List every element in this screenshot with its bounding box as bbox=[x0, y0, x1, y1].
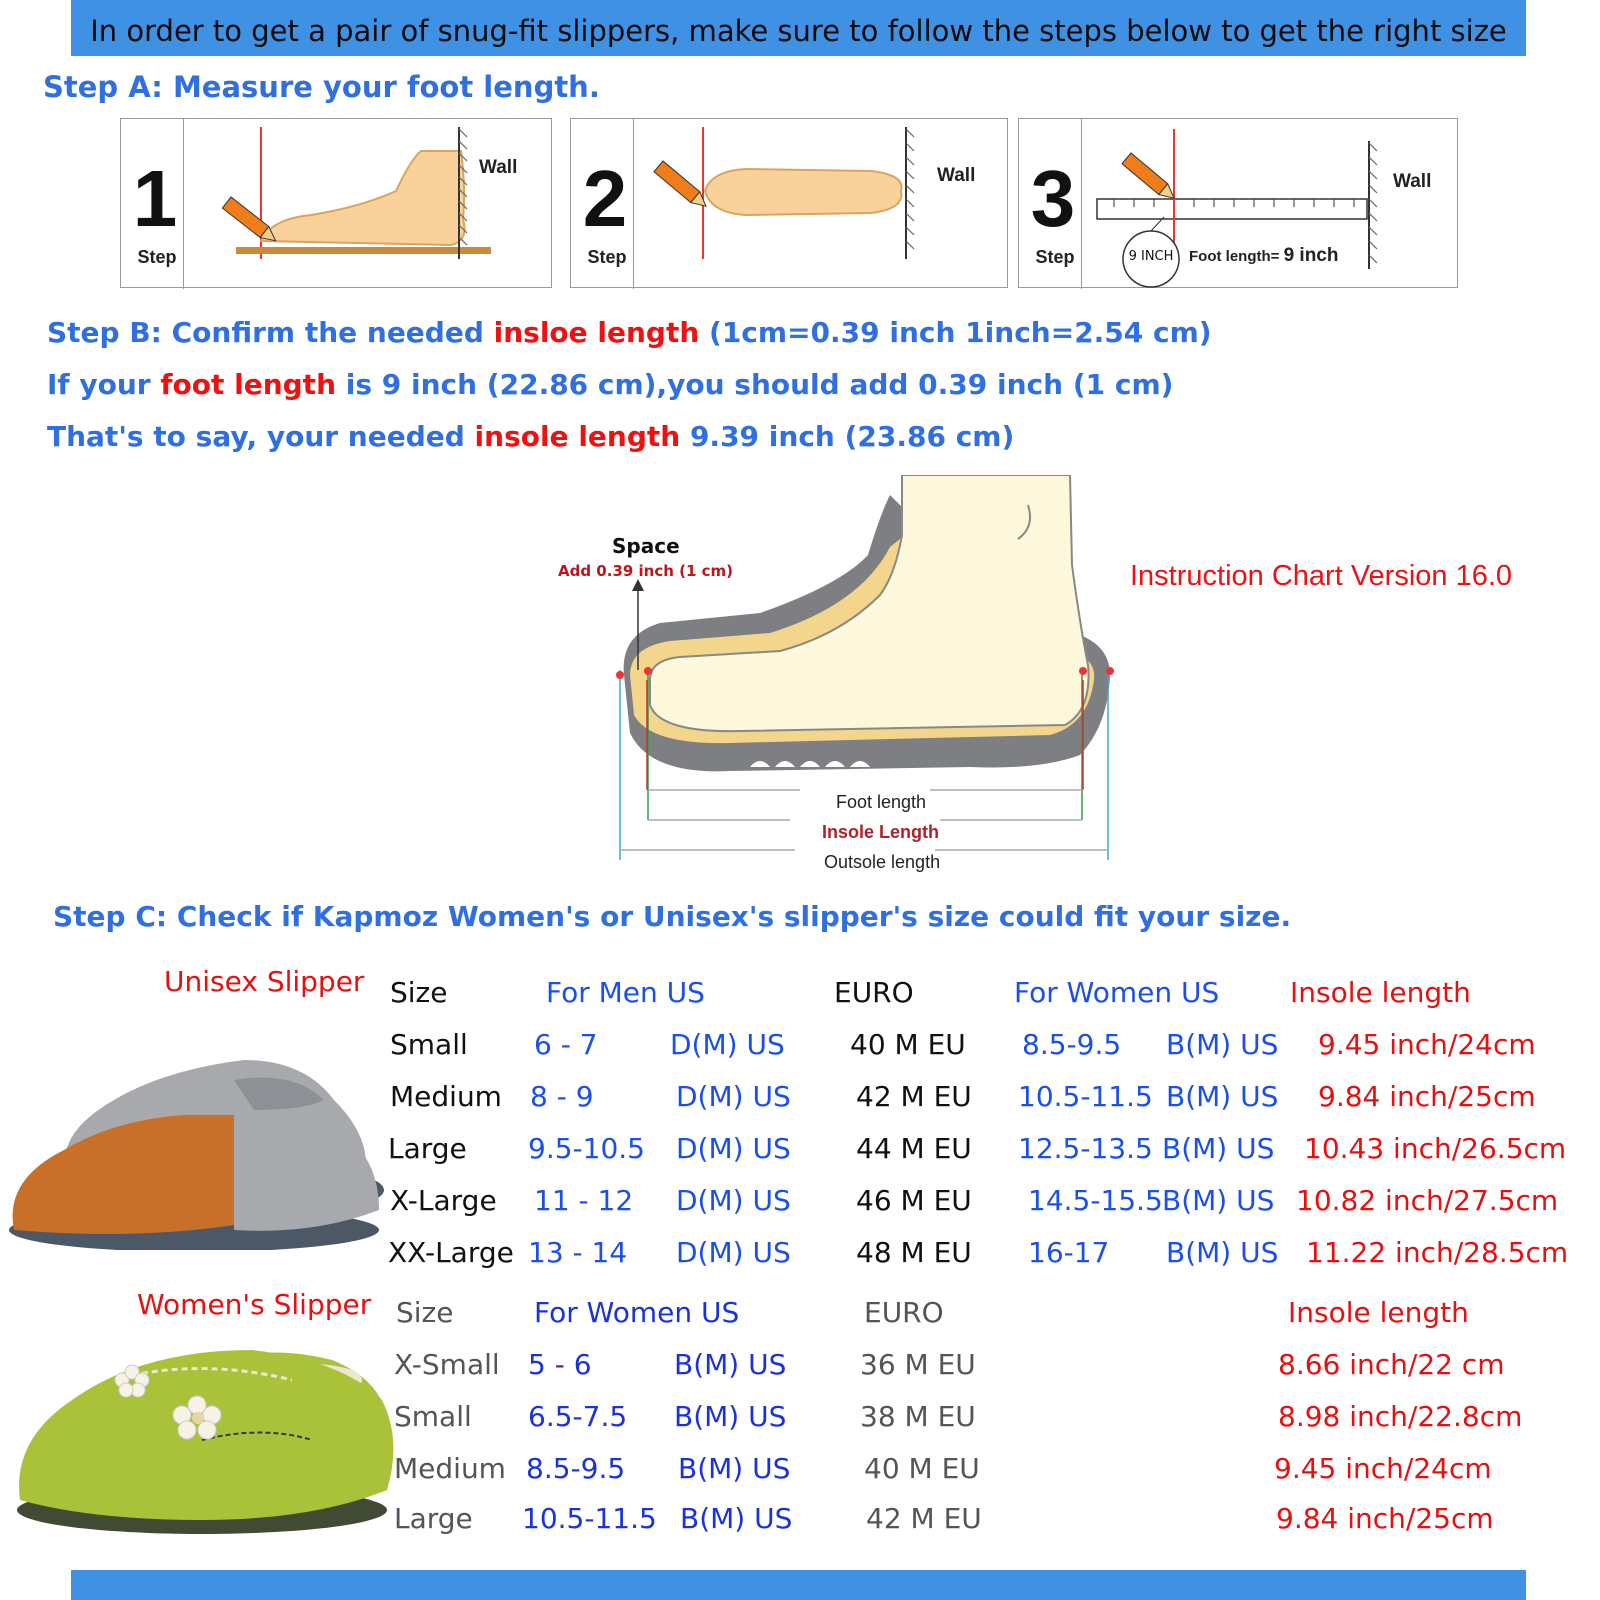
row-men-us: 8 - 9 bbox=[530, 1080, 594, 1113]
step-b-line-2: If your foot length is 9 inch (22.86 cm),you should add 0.39 inch (1 cm) bbox=[47, 368, 1174, 401]
row-men-us: 9.5-10.5 bbox=[528, 1132, 645, 1165]
womens-row-insole: 9.84 inch/25cm bbox=[1276, 1502, 1494, 1535]
foot-top-illustration bbox=[571, 119, 1009, 289]
row-euro: 46 M EU bbox=[856, 1184, 972, 1217]
step-b-line-3: That's to say, your needed insole length 9.39 inch (23.86 cm) bbox=[47, 420, 1015, 453]
step-panel-2 bbox=[570, 118, 1008, 288]
foot-length-label: Foot length= 9 inch bbox=[1189, 245, 1339, 266]
row-women-us: 14.5-15.5 bbox=[1028, 1184, 1163, 1217]
womens-row-euro: 40 M EU bbox=[864, 1452, 980, 1485]
row-women-us: 10.5-11.5 bbox=[1018, 1080, 1153, 1113]
header-euro: EURO bbox=[834, 976, 914, 1009]
row-women-width: B(M) US bbox=[1162, 1132, 1275, 1165]
row-size: Large bbox=[388, 1132, 467, 1165]
womens-row-width: B(M) US bbox=[678, 1452, 791, 1485]
top-banner bbox=[71, 0, 1526, 56]
space-note: Add 0.39 inch (1 cm) bbox=[558, 562, 734, 580]
row-euro: 48 M EU bbox=[856, 1236, 972, 1269]
row-euro: 42 M EU bbox=[856, 1080, 972, 1113]
wall-label: Wall bbox=[479, 157, 518, 178]
womens-row-insole: 8.66 inch/22 cm bbox=[1278, 1348, 1505, 1381]
row-insole: 10.82 inch/27.5cm bbox=[1296, 1184, 1559, 1217]
header-size: Size bbox=[390, 976, 448, 1009]
unisex-slipper-image bbox=[4, 1040, 394, 1250]
row-women-width: B(M) US bbox=[1162, 1184, 1275, 1217]
womens-row-women-us: 5 - 6 bbox=[528, 1348, 592, 1381]
header-women-us: For Women US bbox=[1014, 976, 1220, 1009]
row-women-width: B(M) US bbox=[1166, 1080, 1279, 1113]
header-men-us: For Men US bbox=[546, 976, 705, 1009]
step-b-line-1: Step B: Confirm the needed insloe length (1cm=0.39 inch 1inch=2.54 cm) bbox=[47, 316, 1212, 349]
step-number: 3 bbox=[1030, 154, 1076, 243]
womens-row-euro: 36 M EU bbox=[860, 1348, 976, 1381]
row-men-width: D(M) US bbox=[670, 1028, 785, 1061]
step-panel-3 bbox=[1018, 118, 1458, 288]
womens-row-women-us: 6.5-7.5 bbox=[528, 1400, 628, 1433]
row-insole: 10.43 inch/26.5cm bbox=[1304, 1132, 1567, 1165]
step-number: 1 bbox=[132, 154, 178, 243]
step-word: Step bbox=[587, 247, 627, 267]
step-panel-1 bbox=[120, 118, 552, 288]
row-women-width: B(M) US bbox=[1166, 1028, 1279, 1061]
row-euro: 40 M EU bbox=[850, 1028, 966, 1061]
banner-text: In order to get a pair of snug-fit slippers, make sure to follow the steps below to get the right size bbox=[90, 14, 1507, 48]
womens-row-size: X-Small bbox=[394, 1348, 500, 1381]
womens-header-size: Size bbox=[396, 1296, 454, 1329]
circle-label: 9 INCH bbox=[1128, 249, 1174, 264]
row-men-width: D(M) US bbox=[676, 1184, 791, 1217]
step-word: Step bbox=[1035, 247, 1075, 267]
womens-row-insole: 8.98 inch/22.8cm bbox=[1278, 1400, 1523, 1433]
womens-slipper-image bbox=[12, 1320, 402, 1550]
row-insole: 11.22 inch/28.5cm bbox=[1306, 1236, 1569, 1269]
wall-label: Wall bbox=[1393, 171, 1432, 192]
row-women-us: 16-17 bbox=[1028, 1236, 1110, 1269]
unisex-slipper-label: Unisex Slipper bbox=[164, 965, 365, 998]
womens-row-size: Large bbox=[394, 1502, 473, 1535]
womens-row-insole: 9.45 inch/24cm bbox=[1274, 1452, 1492, 1485]
row-men-width: D(M) US bbox=[676, 1132, 791, 1165]
foot-length-label: Foot length bbox=[836, 792, 927, 812]
step-number: 2 bbox=[582, 154, 628, 243]
step-a-title: Step A: Measure your foot length. bbox=[43, 70, 600, 104]
row-men-width: D(M) US bbox=[676, 1080, 791, 1113]
row-insole: 9.84 inch/25cm bbox=[1318, 1080, 1536, 1113]
row-insole: 9.45 inch/24cm bbox=[1318, 1028, 1536, 1061]
row-size: Medium bbox=[390, 1080, 502, 1113]
step-word: Step bbox=[137, 247, 177, 267]
row-men-us: 13 - 14 bbox=[528, 1236, 628, 1269]
row-men-width: D(M) US bbox=[676, 1236, 791, 1269]
womens-row-width: B(M) US bbox=[680, 1502, 793, 1535]
womens-header-euro: EURO bbox=[864, 1296, 944, 1329]
womens-header-insole: Insole length bbox=[1288, 1296, 1469, 1329]
row-women-us: 8.5-9.5 bbox=[1022, 1028, 1122, 1061]
womens-row-width: B(M) US bbox=[674, 1348, 787, 1381]
foot-side-illustration bbox=[121, 119, 553, 289]
version-label: Instruction Chart Version 16.0 bbox=[1130, 560, 1513, 592]
womens-row-width: B(M) US bbox=[674, 1400, 787, 1433]
row-size: X-Large bbox=[390, 1184, 497, 1217]
bottom-bar bbox=[71, 1570, 1526, 1600]
row-men-us: 11 - 12 bbox=[534, 1184, 634, 1217]
row-women-width: B(M) US bbox=[1166, 1236, 1279, 1269]
womens-slipper-label: Women's Slipper bbox=[137, 1288, 372, 1321]
womens-row-size: Medium bbox=[394, 1452, 506, 1485]
womens-row-euro: 42 M EU bbox=[866, 1502, 982, 1535]
insole-length-label: Insole Length bbox=[822, 822, 939, 842]
womens-row-women-us: 10.5-11.5 bbox=[522, 1502, 657, 1535]
womens-row-size: Small bbox=[394, 1400, 472, 1433]
womens-row-euro: 38 M EU bbox=[860, 1400, 976, 1433]
outsole-length-label: Outsole length bbox=[824, 852, 941, 872]
row-men-us: 6 - 7 bbox=[534, 1028, 598, 1061]
row-euro: 44 M EU bbox=[856, 1132, 972, 1165]
row-size: Small bbox=[390, 1028, 468, 1061]
womens-row-women-us: 8.5-9.5 bbox=[526, 1452, 626, 1485]
row-women-us: 12.5-13.5 bbox=[1018, 1132, 1153, 1165]
header-insole-length: Insole length bbox=[1290, 976, 1471, 1009]
womens-header-women-us: For Women US bbox=[534, 1296, 740, 1329]
wall-label: Wall bbox=[937, 165, 976, 186]
row-size: XX-Large bbox=[388, 1236, 514, 1269]
space-label: Space bbox=[612, 534, 680, 558]
step-c-title: Step C: Check if Kapmoz Women's or Unisex's slipper's size could fit your size. bbox=[53, 900, 1292, 933]
